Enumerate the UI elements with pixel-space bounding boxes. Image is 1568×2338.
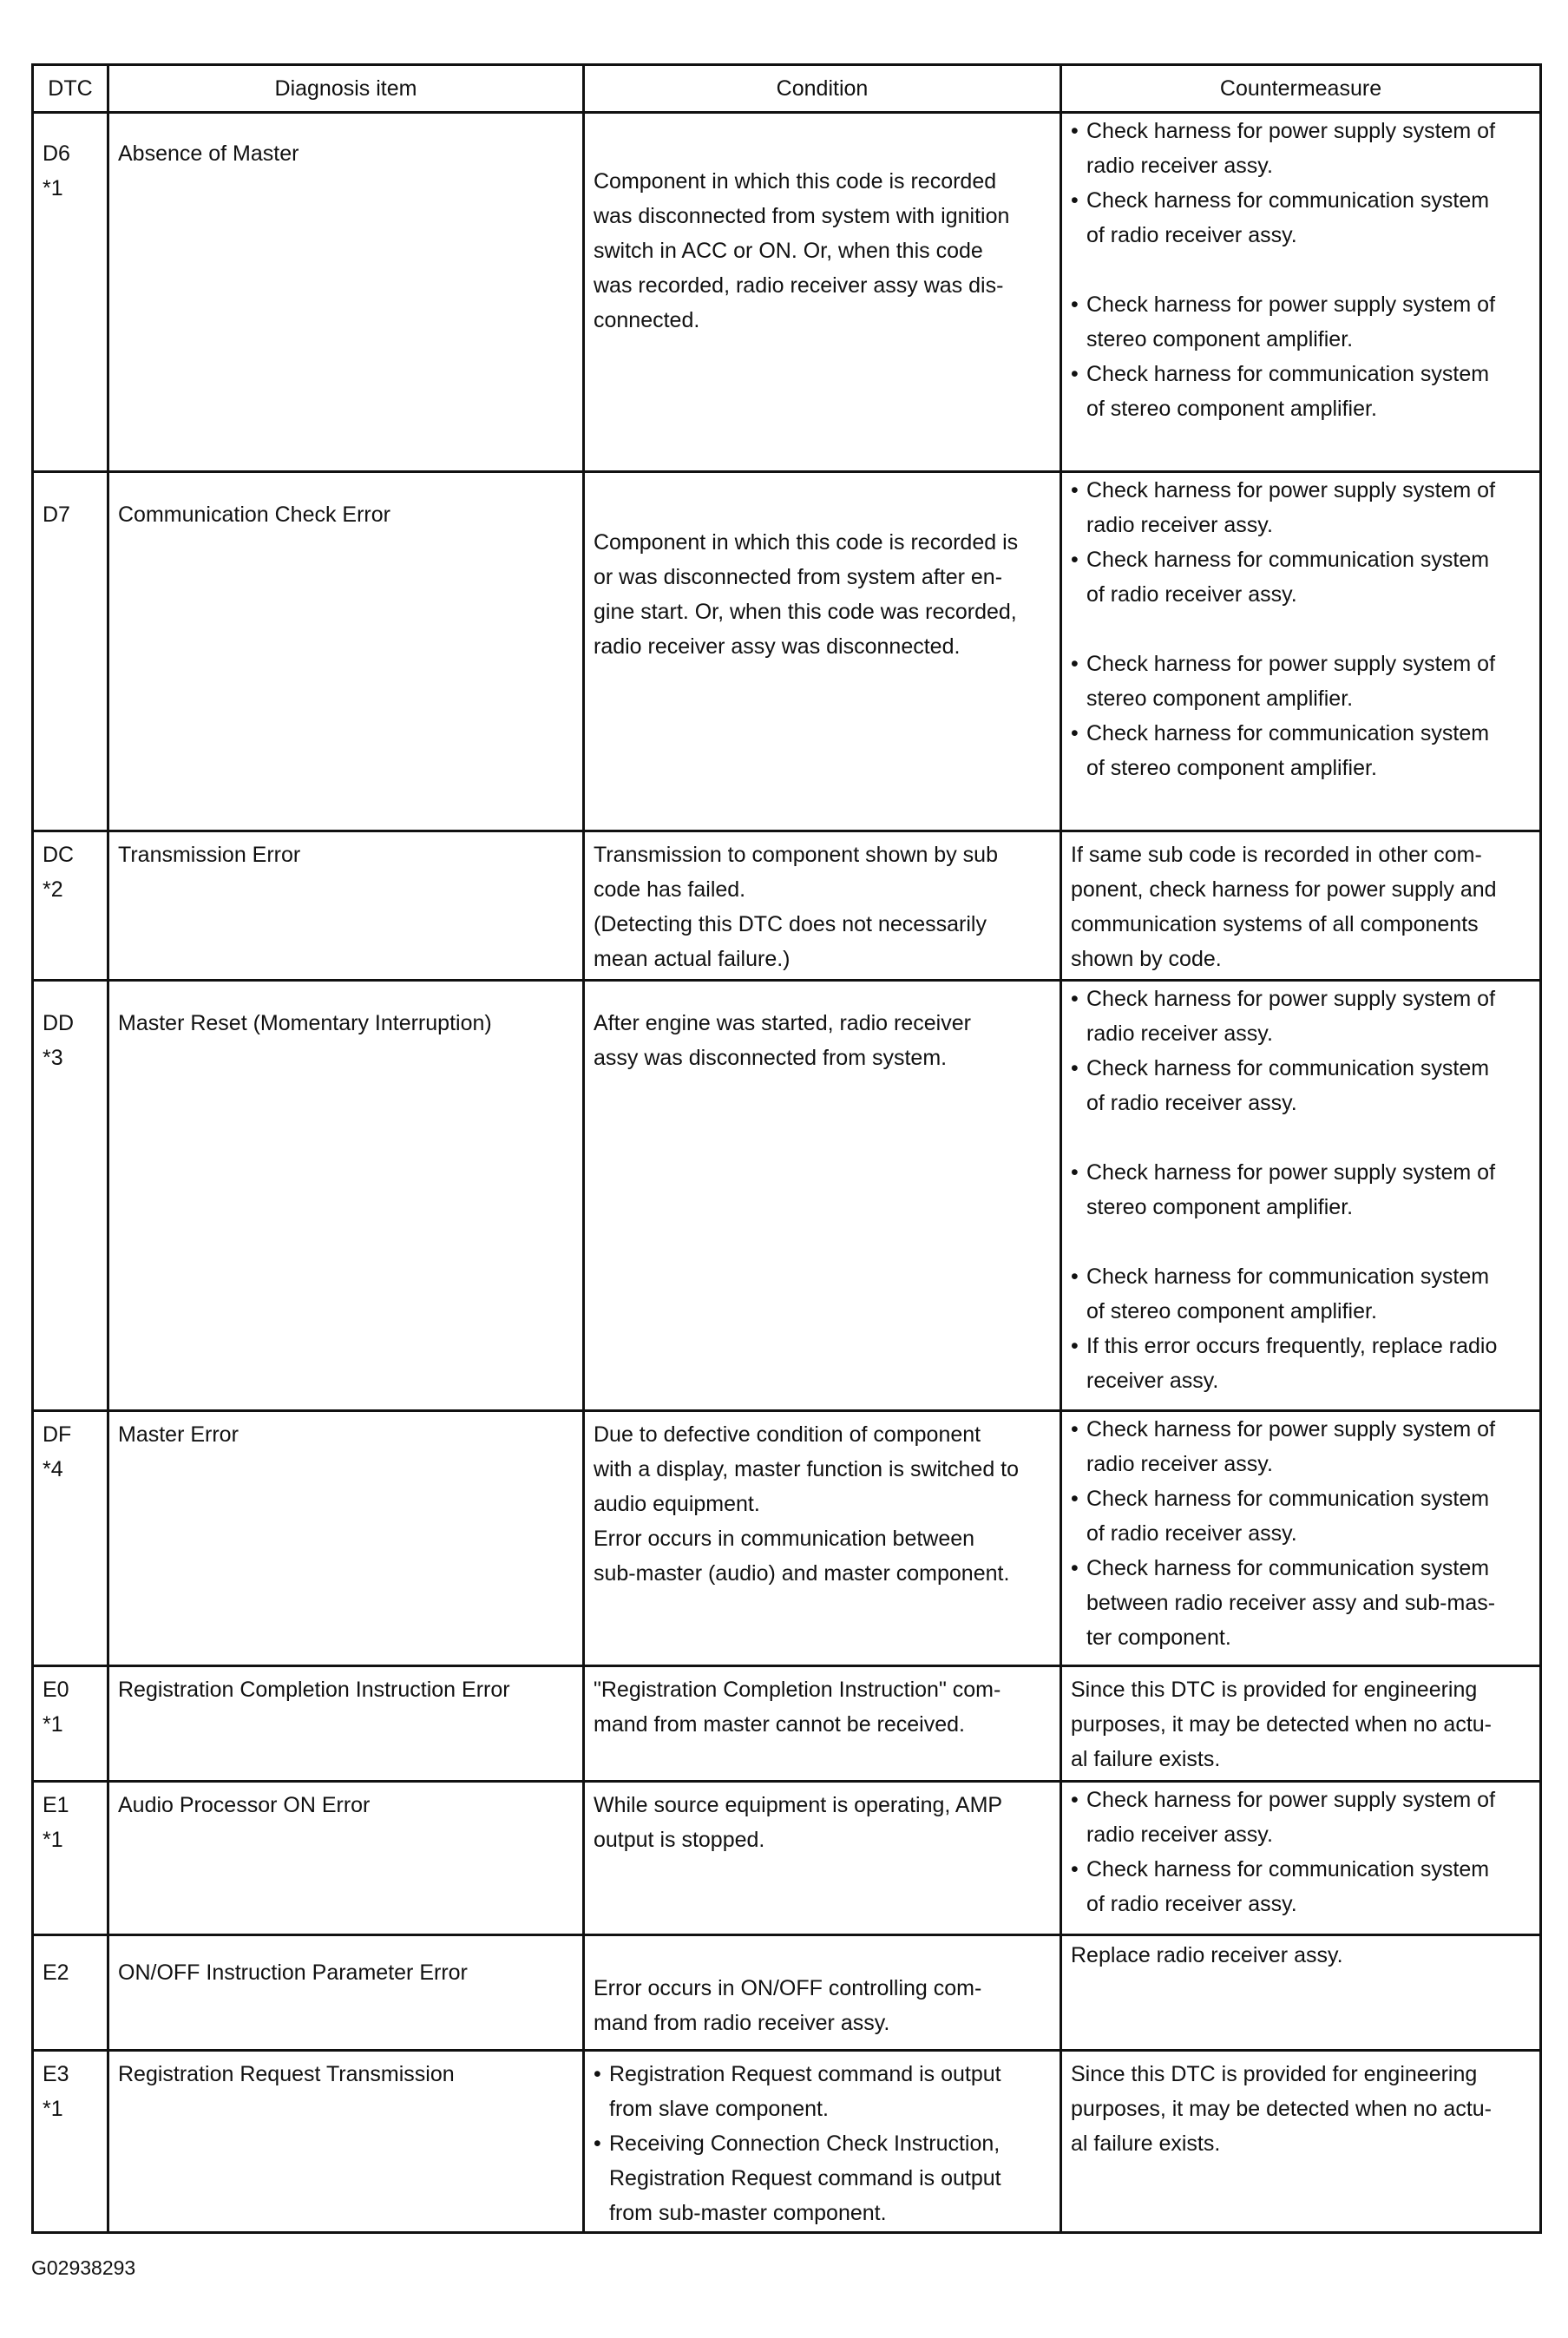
diagnosis-item-cell-text: Registration Completion Instruction Error <box>118 1678 510 1702</box>
dtc-code-cell <box>33 472 108 831</box>
bullet-item: • Check harness for communication system between radio receiver assy and sub-mas- ter component. <box>1071 1551 1531 1655</box>
countermeasure-cell <box>1061 981 1541 1411</box>
condition-cell <box>584 831 1061 981</box>
dtc-code-cell <box>33 981 108 1411</box>
header-dtc: DTC <box>33 65 108 113</box>
diagnosis-item-cell <box>108 2051 584 2233</box>
header-countermeasure: Countermeasure <box>1061 65 1541 113</box>
bullet-item: • Check harness for power supply system of stereo component amplifier. <box>1071 287 1531 357</box>
table-row <box>33 1935 1541 2051</box>
dtc-code-cell <box>33 1782 108 1935</box>
condition-cell <box>584 2051 1061 2233</box>
condition-cell <box>584 1935 1061 2051</box>
countermeasure-cell <box>1061 2051 1541 2233</box>
table-row <box>33 2051 1541 2233</box>
condition-cell-text: "Registration Completion Instruction" com- mand from master cannot be received. <box>594 1678 1001 1737</box>
countermeasure-cell-list <box>1071 1783 1531 1921</box>
countermeasure-cell-text: Since this DTC is provided for engineering purposes, it may be detected when no actu- al failure exists. <box>1071 2062 1493 2156</box>
countermeasure-cell <box>1061 831 1541 981</box>
condition-cell <box>584 981 1061 1411</box>
diagnosis-item-cell <box>108 1666 584 1782</box>
countermeasure-cell-list <box>1071 473 1531 785</box>
countermeasure-cell <box>1061 472 1541 831</box>
bullet-item: • Check harness for power supply system of stereo component amplifier. <box>1071 647 1531 716</box>
header-diagnosis-item: Diagnosis item <box>108 65 584 113</box>
countermeasure-cell <box>1061 113 1541 472</box>
diagnosis-item-cell <box>108 1411 584 1666</box>
bullet-item: • Check harness for communication system of stereo component amplifier. <box>1071 357 1531 426</box>
condition-cell-text: Transmission to component shown by sub code has failed. (Detecting this DTC does not necessarily mean actual failure.) <box>594 843 998 971</box>
diagnosis-item-cell <box>108 1935 584 2051</box>
bullet-item: • Check harness for communication system of radio receiver assy. <box>1071 1852 1531 1921</box>
dtc-code-cell <box>33 831 108 981</box>
countermeasure-cell <box>1061 1935 1541 2051</box>
figure-id: G02938293 <box>31 2256 136 2279</box>
diagnosis-item-cell <box>108 113 584 472</box>
condition-cell <box>584 1666 1061 1782</box>
dtc-table <box>31 63 1542 2234</box>
diagnosis-item-cell-text: Communication Check Error <box>118 502 390 527</box>
bullet-item: • Check harness for communication system of radio receiver assy. <box>1071 542 1531 612</box>
diagnosis-item-cell-text: Absence of Master <box>118 141 299 166</box>
diagnosis-item-cell <box>108 981 584 1411</box>
table-row <box>33 1782 1541 1935</box>
diagnosis-item-cell <box>108 472 584 831</box>
condition-cell <box>584 113 1061 472</box>
table-row <box>33 1411 1541 1666</box>
bullet-item: • Receiving Connection Check Instruction, Registration Request command is output from sub-master component. <box>594 2126 1051 2230</box>
table-row <box>33 1666 1541 1782</box>
bullet-item: • Check harness for power supply system of radio receiver assy. <box>1071 982 1531 1051</box>
bullet-item: • If this error occurs frequently, replace radio receiver assy. <box>1071 1329 1531 1398</box>
bullet-item: • Check harness for communication system of stereo component amplifier. <box>1071 716 1531 785</box>
condition-cell-text: While source equipment is operating, AMP output is stopped. <box>594 1793 1003 1852</box>
diagnosis-item-cell <box>108 831 584 981</box>
bullet-item: • Check harness for communication system of stereo component amplifier. <box>1071 1259 1531 1329</box>
countermeasure-cell <box>1061 1411 1541 1666</box>
condition-cell-text: Error occurs in ON/OFF controlling com- mand from radio receiver assy. <box>594 1976 982 2035</box>
bullet-item: • Check harness for power supply system of radio receiver assy. <box>1071 1783 1531 1852</box>
dtc-code-cell <box>33 113 108 472</box>
condition-cell-text: Due to defective condition of component with a display, master function is switched to audio equipment. Error occurs in communication between sub-master (audio) and master component. <box>594 1422 1020 1586</box>
countermeasure-cell-list <box>1071 982 1531 1398</box>
condition-cell-text: Component in which this code is recorded is or was disconnected from system after en- gine start. Or, when this code was recorded, radio receiver assy was disconnected. <box>594 530 1019 659</box>
countermeasure-cell-list <box>1071 1412 1531 1655</box>
condition-cell <box>584 1782 1061 1935</box>
diagnosis-item-cell-text: Audio Processor ON Error <box>118 1793 371 1817</box>
dtc-code-cell-text: E1 *1 <box>43 1793 69 1852</box>
countermeasure-cell-text: If same sub code is recorded in other com- ponent, check harness for power supply and communication systems of all components shown by code. <box>1071 843 1497 971</box>
table-row <box>33 981 1541 1411</box>
dtc-code-cell-text: D7 <box>43 502 70 527</box>
table-row <box>33 831 1541 981</box>
countermeasure-cell-list <box>1071 114 1531 426</box>
bullet-item: • Check harness for power supply system of stereo component amplifier. <box>1071 1155 1531 1225</box>
condition-cell-text: Component in which this code is recorded was disconnected from system with ignition switch in ACC or ON. Or, when this code was recorded, radio receiver assy was dis- connected. <box>594 169 1010 332</box>
bullet-item: • Check harness for communication system of radio receiver assy. <box>1071 1051 1531 1120</box>
header-row <box>33 65 1541 113</box>
dtc-code-cell <box>33 1666 108 1782</box>
countermeasure-cell <box>1061 1782 1541 1935</box>
dtc-code-cell <box>33 1935 108 2051</box>
condition-cell-text: After engine was started, radio receiver assy was disconnected from system. <box>594 1011 971 1070</box>
condition-cell-list <box>594 2057 1051 2230</box>
condition-cell <box>584 1411 1061 1666</box>
dtc-code-cell-text: DD *3 <box>43 1011 75 1070</box>
bullet-item: • Registration Request command is output from slave component. <box>594 2057 1051 2126</box>
diagnosis-item-cell-text: Transmission Error <box>118 843 301 867</box>
dtc-code-cell-text: DF *4 <box>43 1422 72 1481</box>
dtc-code-cell <box>33 1411 108 1666</box>
table-body <box>33 113 1541 2233</box>
table-row <box>33 113 1541 472</box>
dtc-code-cell <box>33 2051 108 2233</box>
bullet-item: • Check harness for power supply system of radio receiver assy. <box>1071 1412 1531 1481</box>
dtc-code-cell-text: D6 *1 <box>43 141 70 200</box>
bullet-item: • Check harness for communication system of radio receiver assy. <box>1071 1481 1531 1551</box>
diagnosis-item-cell-text: Registration Request Transmission <box>118 2062 455 2086</box>
table-row <box>33 472 1541 831</box>
countermeasure-cell-text: Since this DTC is provided for engineering purposes, it may be detected when no actu- al failure exists. <box>1071 1678 1493 1771</box>
dtc-code-cell-text: E2 <box>43 1960 69 1985</box>
condition-cell <box>584 472 1061 831</box>
countermeasure-cell <box>1061 1666 1541 1782</box>
bullet-item: • Check harness for power supply system of radio receiver assy. <box>1071 114 1531 183</box>
diagnosis-item-cell-text: Master Reset (Momentary Interruption) <box>118 1011 492 1035</box>
header-condition: Condition <box>584 65 1061 113</box>
bullet-item: • Check harness for power supply system of radio receiver assy. <box>1071 473 1531 542</box>
dtc-code-cell-text: E3 *1 <box>43 2062 69 2121</box>
diagnosis-item-cell-text: Master Error <box>118 1422 239 1447</box>
bullet-item: • Check harness for communication system of radio receiver assy. <box>1071 183 1531 253</box>
diagnosis-item-cell <box>108 1782 584 1935</box>
dtc-code-cell-text: E0 *1 <box>43 1678 69 1737</box>
countermeasure-cell-text: Replace radio receiver assy. <box>1071 1943 1343 1967</box>
diagnosis-item-cell-text: ON/OFF Instruction Parameter Error <box>118 1960 468 1985</box>
dtc-code-cell-text: DC *2 <box>43 843 75 902</box>
